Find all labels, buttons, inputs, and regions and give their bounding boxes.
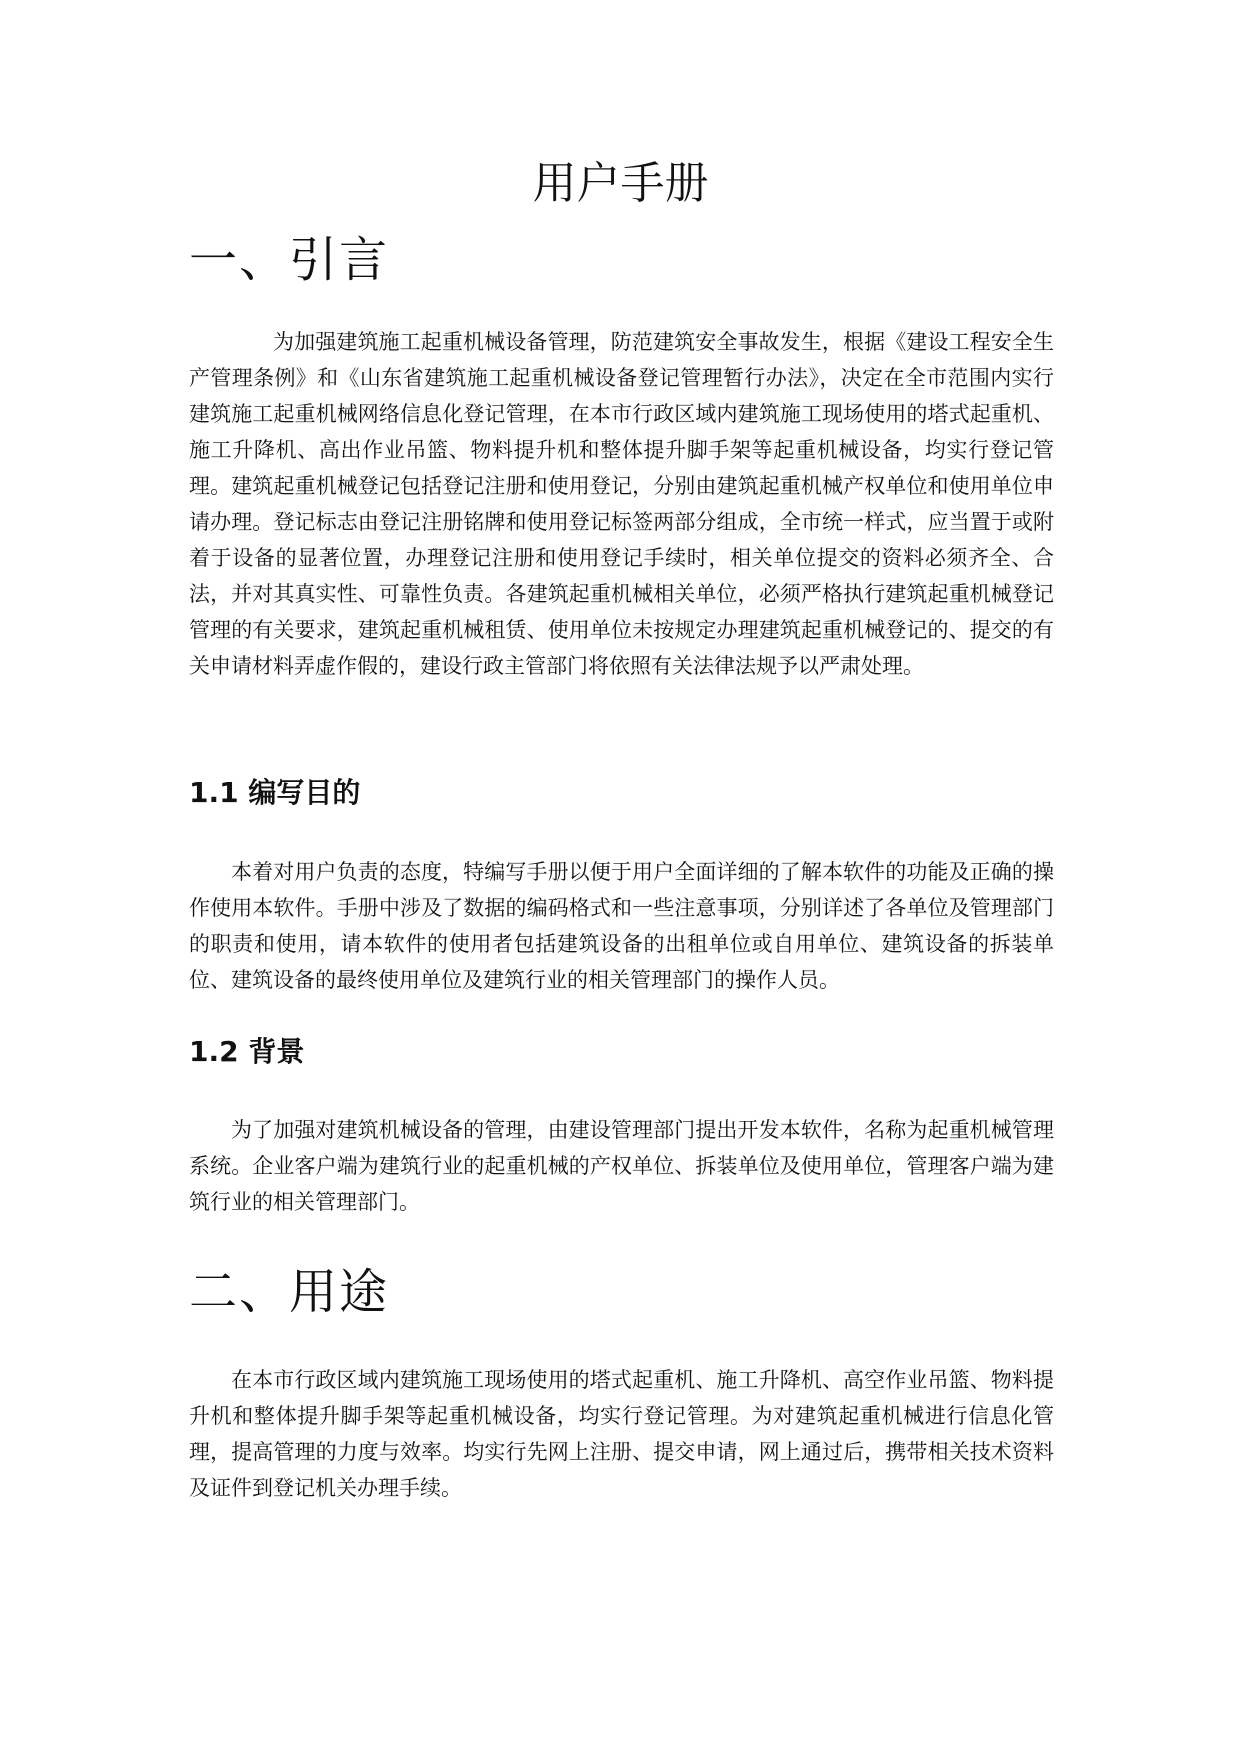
paragraph-intro: 为加强建筑施工起重机械设备管理，防范建筑安全事故发生，根据《建设工程安全生产管理条例》和《山东省建筑施工起重机械设备登记管理暂行办法》，决定在全市范围内实行建筑施工起重机械网络信息化登记管理，在本市行政区域内建筑施工现场使用的塔式起重机、施工升降机、高出作业吊篮、物料提升机和整体提升脚手架等起重机械设备，均实行登记管理。建筑起重机械登记包括登记注册和使用登记，分别由建筑起重机械产权单位和使用单位申请办理。登记标志由登记注册铭牌和使用登记标签两部分组成，全市统一样式，应当置于或附着于设备的显著位置，办理登记注册和使用登记手续时，相关单位提交的资料必须齐全、合法，并对其真实性、可靠性负责。各建筑起重机械相关单位，必须严格执行建筑起重机械登记管理的有关要求，建筑起重机械租赁、使用单位未按规定办理建筑起重机械登记的、提交的有关申请材料弄虚作假的，建设行政主管部门将依照有关法律法规予以严肃处理。 bbox=[189, 330, 1054, 678]
section-heading-usage: 二、用途 bbox=[189, 1264, 390, 1320]
section-heading-background: 1.2 背景 bbox=[189, 1035, 305, 1068]
section-heading-purpose: 1.1 编写目的 bbox=[189, 776, 361, 809]
document-title: 用户手册 bbox=[532, 158, 709, 209]
paragraph-purpose: 本着对用户负责的态度，特编写手册以便于用户全面详细的了解本软件的功能及正确的操作使用本软件。手册中涉及了数据的编码格式和一些注意事项，分别详述了各单位及管理部门的职责和使用，请本软件的使用者包括建筑设备的出租单位或自用单位、建筑设备的拆装单位、建筑设备的最终使用单位及建筑行业的相关管理部门的操作人员。 bbox=[189, 860, 1054, 992]
section-heading-intro: 一、引言 bbox=[189, 232, 390, 288]
paragraph-background: 为了加强对建筑机械设备的管理，由建设管理部门提出开发本软件，名称为起重机械管理系统。企业客户端为建筑行业的起重机械的产权单位、拆装单位及使用单位，管理客户端为建筑行业的相关管理部门。 bbox=[189, 1118, 1054, 1214]
paragraph-usage: 在本市行政区域内建筑施工现场使用的塔式起重机、施工升降机、高空作业吊篮、物料提升机和整体提升脚手架等起重机械设备，均实行登记管理。为对建筑起重机械进行信息化管理，提高管理的力度与效率。均实行先网上注册、提交申请，网上通过后，携带相关技术资料及证件到登记机关办理手续。 bbox=[189, 1368, 1054, 1500]
